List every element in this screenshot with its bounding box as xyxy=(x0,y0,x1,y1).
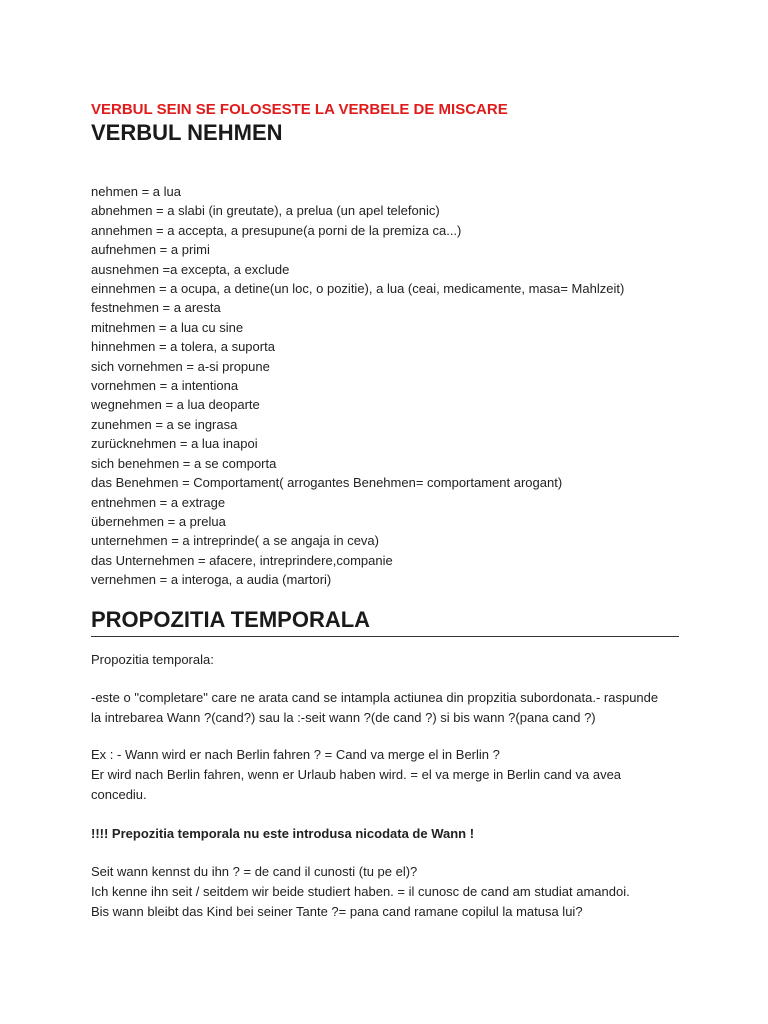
example-line: Ex : - Wann wird er nach Berlin fahren ? = Cand va merge el in Berlin ? xyxy=(91,747,500,762)
seit-paragraph xyxy=(91,862,661,922)
nehmen-verb-list xyxy=(91,182,624,590)
list-item: das Benehmen = Comportament( arrogantes Benehmen= comportament arogant) xyxy=(91,475,563,491)
list-item: nehmen = a lua xyxy=(91,184,181,199)
list-item: zurücknehmen = a lua inapoi xyxy=(91,436,258,452)
list-item: aufnehmen = a primi xyxy=(91,242,210,258)
list-item: ausnehmen =a excepta, a exclude xyxy=(91,261,290,277)
list-item: entnehmen = a extrage xyxy=(91,494,226,510)
temporala-intro: Propozitia temporala: xyxy=(91,652,214,667)
list-item: unternehmen = a intreprinde( a se angaja in ceva) xyxy=(91,533,379,549)
list-item: mitnehmen = a lua cu sine xyxy=(91,319,244,335)
list-item: das Unternehmen = afacere, intreprindere,companie xyxy=(91,552,393,568)
seit-line: Seit wann kennst du ihn ? = de cand il cunosti (tu pe el)? xyxy=(91,864,418,879)
heading-propozitia-temporala: PROPOZITIA TEMPORALA xyxy=(91,607,679,637)
list-item: übernehmen = a prelua xyxy=(91,513,226,529)
definition-line: -este o "completare" care ne arata cand se intampla actiunea din propzitia subordonata.- raspunde xyxy=(91,690,659,705)
list-item: wegnehmen = a lua deoparte xyxy=(91,397,260,413)
list-item: vernehmen = a interoga, a audia (martori) xyxy=(91,572,332,588)
list-item: festnehmen = a aresta xyxy=(91,300,221,316)
list-item: annehmen = a accepta, a presupune(a porni de la premiza ca...) xyxy=(91,222,462,238)
list-item: zunehmen = a se ingrasa xyxy=(91,416,238,432)
list-item: sich vornehmen = a-si propune xyxy=(91,358,270,374)
example-line: Er wird nach Berlin fahren, wenn er Urlaub haben wird. = el va merge in Berlin cand va avea xyxy=(91,767,622,782)
list-item: sich benehmen = a se comporta xyxy=(91,455,277,471)
heading-verbul-nehmen: VERBUL NEHMEN xyxy=(91,120,283,145)
red-heading: VERBUL SEIN SE FOLOSESTE LA VERBELE DE MISCARE xyxy=(91,101,508,118)
example-paragraph xyxy=(91,745,661,805)
list-item: vornehmen = a intentiona xyxy=(91,378,239,394)
seit-line: Bis wann bleibt das Kind bei seiner Tante ?= pana cand ramane copilul la matusa lui? xyxy=(91,904,583,919)
list-item: abnehmen = a slabi (in greutate), a prelua (un apel telefonic) xyxy=(91,203,440,219)
list-item: einnehmen = a ocupa, a detine(un loc, o pozitie), a lua (ceai, medicamente, masa= Mahlzeit) xyxy=(91,281,625,297)
example-line: concediu. xyxy=(91,787,147,802)
note-bold: !!!! Prepozitia temporala nu este introdusa nicodata de Wann ! xyxy=(91,826,475,841)
definition-paragraph xyxy=(91,688,661,728)
seit-line: Ich kenne ihn seit / seitdem wir beide studiert haben. = il cunosc de cand am studiat amandoi. xyxy=(91,884,630,899)
list-item: hinnehmen = a tolera, a suporta xyxy=(91,339,275,355)
definition-line: la intrebarea Wann ?(cand?) sau la :-seit wann ?(de cand ?) si bis wann ?(pana cand ?) xyxy=(91,710,596,725)
